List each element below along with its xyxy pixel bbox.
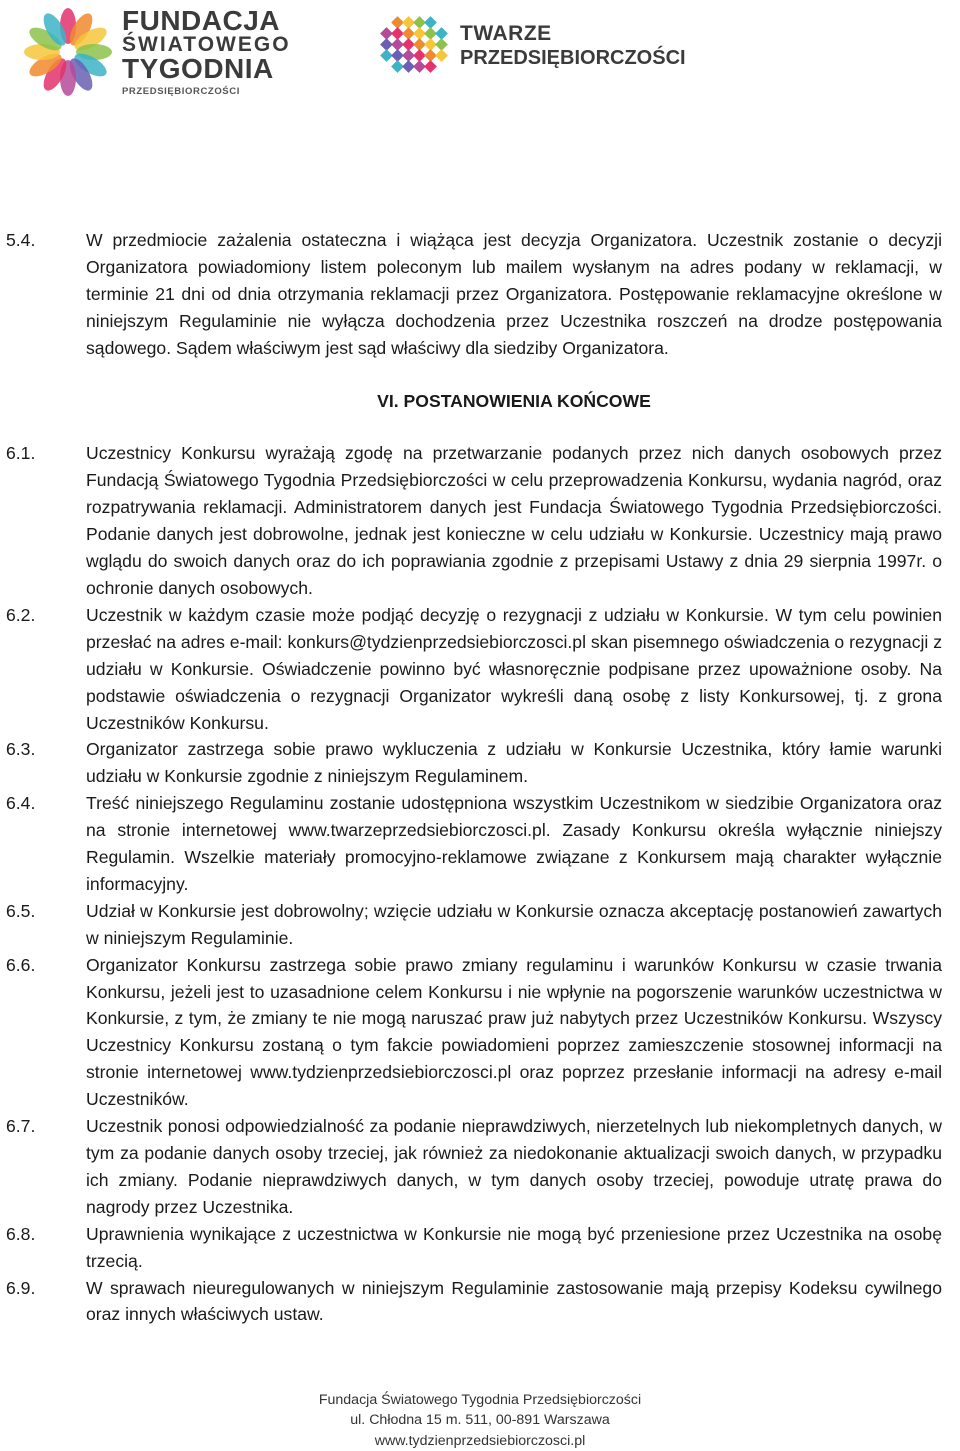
- list-item: [0, 440, 960, 601]
- list-item: [0, 898, 960, 952]
- mosaic-tile: [435, 38, 448, 51]
- section-number: 5.4.: [6, 230, 36, 250]
- mosaic-tile: [380, 38, 393, 51]
- fundacja-flower-icon: [20, 6, 116, 98]
- item-number: 6.4.: [6, 793, 36, 814]
- item-number: 6.6.: [6, 954, 36, 975]
- footer-website: www.tydzienprzedsiebiorczosci.pl: [374, 1432, 586, 1449]
- fundacja-logo-line3: TYGODNIA: [122, 52, 274, 84]
- twarze-logo-line1: TWARZE: [460, 22, 552, 45]
- item-text: Uczestnicy Konkursu wyrażają zgodę na przetwarzanie podanych przez nich danych osobowych przez Fundacją Światowego Tygodnia Przedsiębiorczości w celu przeprowadzenia Konkursu, wydania nagród, oraz rozpatrywania reklamacji. Administratorem danych jest Fundacja Światowego Tygodnia Przedsiębiorczości. Podanie danych jest dobrowolne, jednak jest konieczne w celu udziału w Konkursie. Uczestnicy mają prawo wglądu do swoich danych oraz do ich poprawiania zgodnie z przepisami Ustawy z dnia 29 sierpnia 1997r. o ochronie danych osobowych.: [86, 443, 942, 598]
- mosaic-tile: [424, 49, 437, 62]
- mosaic-tile: [413, 60, 426, 73]
- section-text: W przedmiocie zażalenia ostateczna i wiążąca jest decyzja Organizatora. Uczestnik zostanie o decyzji Organizatora powiadomiony listem poleconym lub mailem wysłanym na adres podany w reklamacji, w terminie 21 dni od dnia otrzymania reklamacji przez Organizatora. Postępowanie reklamacyjne określone w niniejszym Regulaminie nie wyłącza dochodzenia przez Uczestnika roszczeń na drodze postępowania sądowego. Sądem właściwym jest sąd właściwy dla siedziby Organizatora.: [86, 230, 942, 358]
- item-number: 6.2.: [6, 604, 36, 625]
- mosaic-tile: [413, 38, 426, 51]
- list-item: [0, 602, 960, 737]
- list-item: [0, 1113, 960, 1221]
- page-footer: [0, 1390, 960, 1451]
- regulations-content: [0, 227, 960, 1328]
- item-text: W sprawach nieuregulowanych w niniejszym Regulaminie zastosowanie mają przepisy Kodeksu cywilnego oraz innych właściwych ustaw.: [86, 1277, 942, 1325]
- item-text: Uczestnik ponosi odpowiedzialność za podanie nieprawdziwych, nierzetelnych lub niekompletnych danych, w tym za podanie danych osoby trzeciej, jak również za niedokonanie aktualizacji swoich danych, w przypadku ich zmiany. Podanie nieprawdziwych danych, w tym danych osoby trzeciej, powoduje utratę prawa do nagrody przez Uczestnika.: [86, 1116, 942, 1217]
- item-number: 6.1.: [6, 443, 36, 464]
- fundacja-logo: [20, 6, 291, 98]
- mosaic-tile: [402, 16, 415, 29]
- mosaic-tile: [424, 60, 437, 73]
- fundacja-logo-line1: FUNDACJA: [122, 4, 280, 36]
- item-text: Udział w Konkursie jest dobrowolny; wzięcie udziału w Konkursie oznacza akceptację postanowień zawartych w niniejszym Regulaminie.: [86, 900, 942, 948]
- mosaic-tile: [391, 49, 404, 62]
- mosaic-tile: [380, 49, 393, 62]
- twarze-logo: [378, 14, 686, 78]
- list-item: [0, 1275, 960, 1329]
- mosaic-tile: [391, 16, 404, 29]
- item-text: Treść niniejszego Regulaminu zostanie udostępniona wszystkim Uczestnikom w siedzibie Organizatora oraz na stronie internetowej www.twarzeprzedsiebiorczosci.pl. Zasady Konkursu określa wyłącznie niniejszy Regulamin. Wszelkie materiały promocyjno-reklamowe związane z Konkursem mają charakter wyłącznie informacyjny.: [86, 793, 942, 894]
- footer-organization: Fundacja Światowego Tygodnia Przedsiębiorczości: [318, 1392, 642, 1408]
- item-text: Organizator Konkursu zastrzega sobie prawo zmiany regulaminu i warunków Konkursu w czasie trwania Konkursu, jeżeli jest to uzasadnione celem Konkursu i nie wpłynie na pogorszenie warunków uczestnictwa w Konkursie, z tym, że zmiany te nie mogą naruszać praw już nabytych przez Uczestników Konkursu. Wszyscy Uczestnicy Konkursu zostaną o tym fakcie powiadomieni poprzez zamieszczenie stosownej informacji na stronie internetowej www.tydzienprzedsiebiorczosci.pl oraz poprzez przesłanie informacji na adresy e-mail Uczestników.: [86, 954, 942, 1110]
- item-text: Organizator zastrzega sobie prawo wykluczenia z udziału w Konkursie Uczestnika, który łamie warunki udziału w Konkursie zgodnie z niniejszym Regulaminem.: [86, 739, 942, 787]
- item-text: Uczestnik w każdym czasie może podjąć decyzję o rezygnacji z udziału w Konkursie. W tym celu powinien przesłać na adres e-mail: konkurs@tydzienprzedsiebiorczosci.pl skan pisemnego oświadczenia o rezygnacji z udziału w Konkursie. Oświadczenie powinno być własnoręcznie podpisane przez upoważnione osoby. Na podstawie oświadczenia o rezygnacji Organizator wykreśli daną osobę z listy Konkursowej, tj. z grona Uczestników Konkursu.: [86, 604, 942, 733]
- section-heading: VI. POSTANOWIENIA KOŃCOWE: [377, 390, 651, 411]
- item-text: Uprawnienia wynikające z uczestnictwa w Konkursie nie mogą być przeniesione przez Uczestnika na osobę trzecią.: [86, 1223, 942, 1271]
- mosaic-tile: [380, 27, 393, 40]
- list-item: [0, 790, 960, 898]
- item-number: 6.5.: [6, 900, 36, 921]
- item-number: 6.9.: [6, 1277, 36, 1298]
- item-number: 6.3.: [6, 739, 36, 760]
- item-number: 6.7.: [6, 1116, 36, 1137]
- mosaic-tile: [413, 16, 426, 29]
- list-item: [0, 952, 960, 1113]
- mosaic-tile: [391, 38, 404, 51]
- footer-address: ul. Chłodna 15 m. 511, 00-891 Warszawa: [350, 1412, 610, 1429]
- mosaic-tile: [391, 60, 404, 73]
- mosaic-tile: [402, 49, 415, 62]
- mosaic-tile: [424, 16, 437, 29]
- list-item: [0, 736, 960, 790]
- mosaic-tile: [402, 27, 415, 40]
- twarze-mosaic-icon: [378, 14, 450, 78]
- mosaic-tile: [413, 49, 426, 62]
- mosaic-tile: [424, 38, 437, 51]
- mosaic-tile: [435, 27, 448, 40]
- mosaic-tile: [424, 27, 437, 40]
- item-number: 6.8.: [6, 1223, 36, 1244]
- section-item: [0, 227, 960, 362]
- mosaic-tile: [391, 27, 404, 40]
- twarze-logo-line2: PRZEDSIĘBIORCZOŚCI: [460, 47, 686, 69]
- fundacja-logo-line4: PRZEDSIĘBIORCZOŚCI: [122, 85, 240, 97]
- mosaic-tile: [402, 60, 415, 73]
- mosaic-tile: [402, 38, 415, 51]
- fundacja-logo-line2: ŚWIATOWEGO: [122, 32, 291, 56]
- list-item: [0, 1221, 960, 1275]
- mosaic-tile: [435, 49, 448, 62]
- mosaic-tile: [413, 27, 426, 40]
